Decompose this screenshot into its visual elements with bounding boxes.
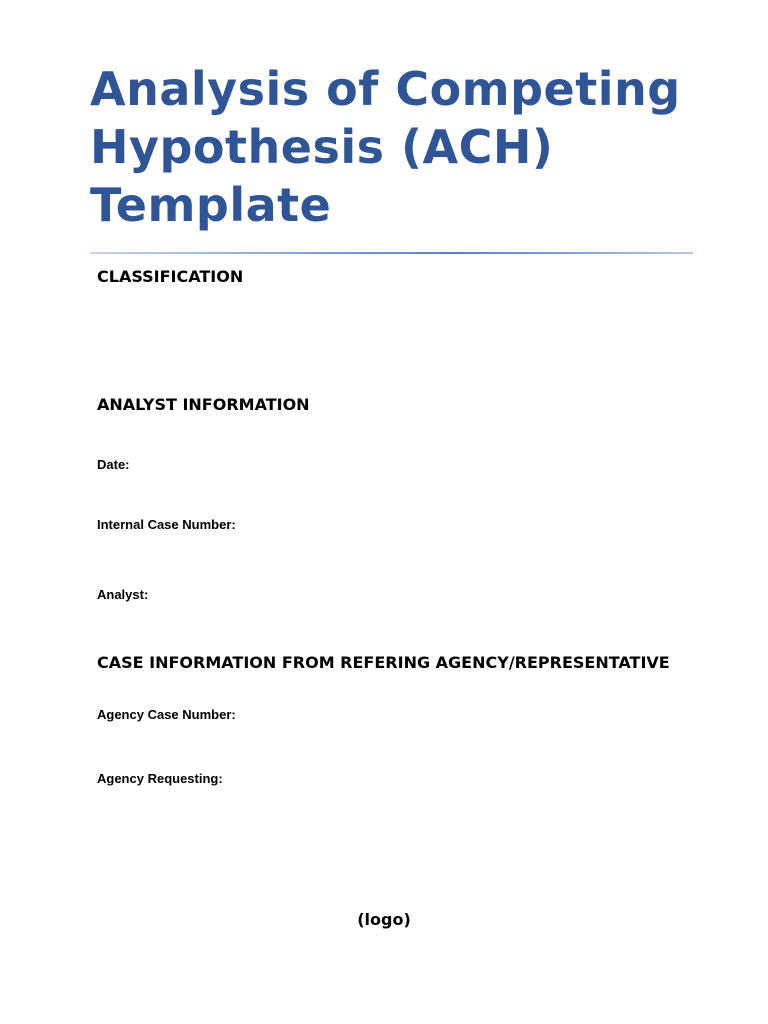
section-heading-analyst-information: ANALYST INFORMATION bbox=[97, 395, 310, 414]
document-title: Analysis of Competing Hypothesis (ACH) Template bbox=[90, 62, 681, 232]
logo-placeholder: (logo) bbox=[357, 910, 411, 929]
section-heading-case-information: CASE INFORMATION FROM REFERING AGENCY/REPRESENTATIVE bbox=[97, 653, 670, 672]
field-label-analyst: Analyst: bbox=[97, 587, 149, 602]
section-heading-classification: CLASSIFICATION bbox=[97, 267, 244, 286]
field-label-agency-requesting: Agency Requesting: bbox=[97, 771, 223, 786]
title-divider bbox=[90, 252, 693, 254]
field-label-date: Date: bbox=[97, 457, 130, 472]
field-label-agency-case-number: Agency Case Number: bbox=[97, 707, 236, 722]
field-label-internal-case-number: Internal Case Number: bbox=[97, 517, 236, 532]
